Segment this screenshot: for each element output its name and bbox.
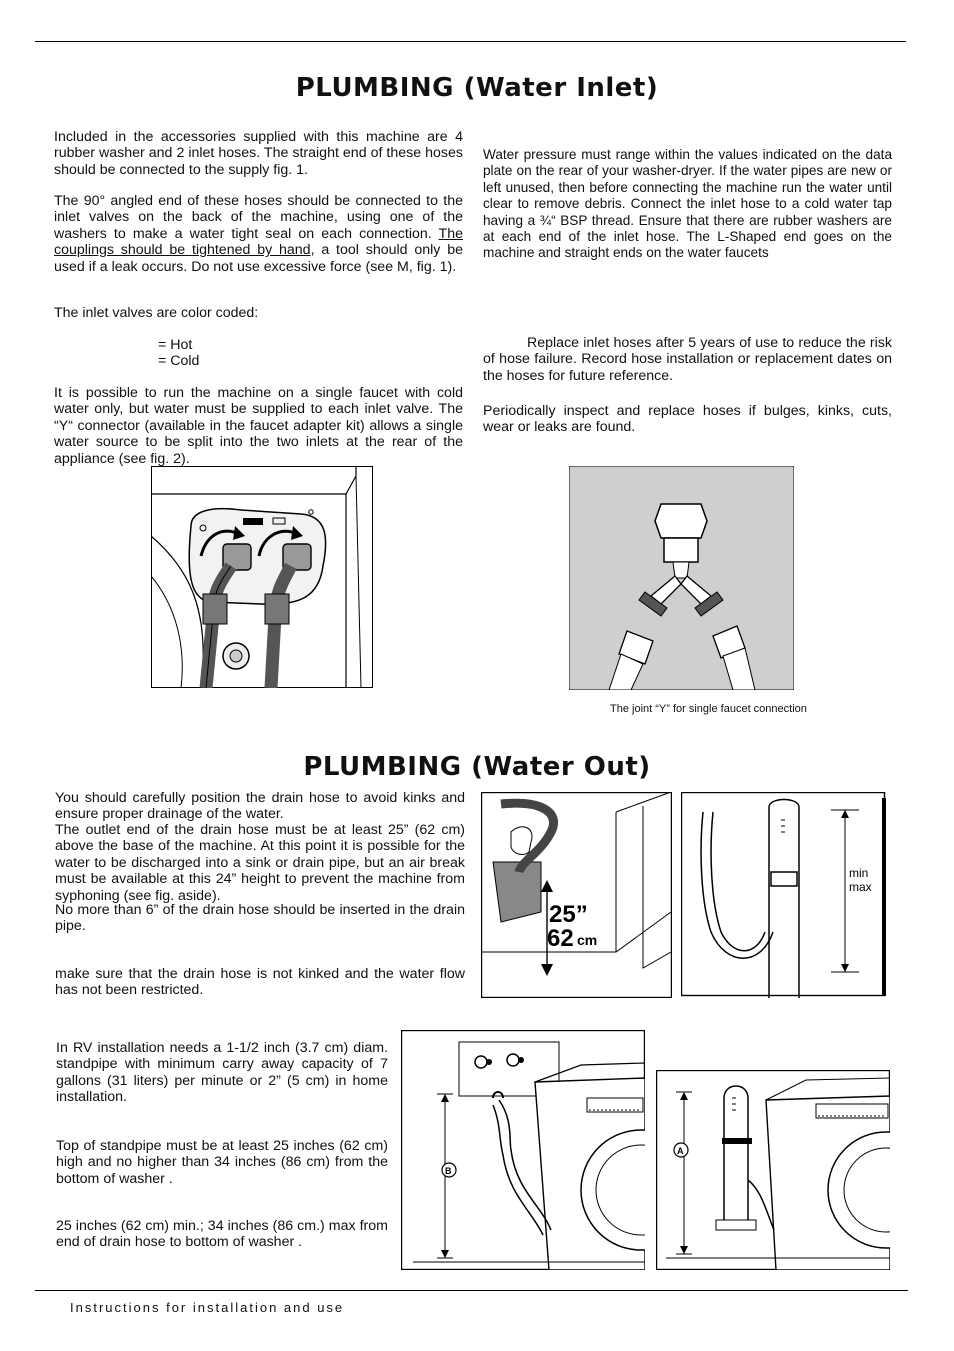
inlet-hoses-figure — [151, 466, 373, 688]
standpipe-a-figure — [656, 1070, 890, 1270]
outlet-paragraph-1: You should carefully position the drain hose to avoid kinks and ensure proper drainage of the water. — [55, 790, 465, 823]
drain-height-figure — [481, 792, 672, 998]
outlet-paragraph-2: The outlet end of the drain hose must be at least 25” (62 cm) above the base of the machine. At this point it is possible for the water to be discharged into a sink or drain pipe, but an air break must be available at this 24” height to prevent the machine from syphoning (see fig. aside). — [55, 822, 465, 904]
min-max-figure — [681, 792, 887, 998]
inlet-title: PLUMBING (Water Inlet) — [295, 73, 659, 103]
outlet-paragraph-7: 25 inches (62 cm) min.; 34 inches (86 cm.) max from end of drain hose to bottom of washer . — [56, 1218, 388, 1251]
inlet-left-p2-underlined: The couplings should be tightened by hand — [54, 225, 463, 259]
y-joint-figure — [569, 466, 794, 690]
outlet-paragraph-4: make sure that the drain hose is not kinked and the water flow has not been restricted. — [55, 966, 465, 999]
measure-a-label: A — [677, 1146, 684, 1156]
footer-text: Instructions for installation and use — [70, 1300, 345, 1315]
bottom-rule — [35, 1290, 908, 1291]
measure-b-label: B — [445, 1166, 452, 1176]
inlet-right-paragraph-2: Replace inlet hoses after 5 years of use to reduce the risk of hose failure. Record hose installation or replacement dates on the hoses for future reference. — [483, 335, 892, 384]
drain-height-62-label: 62 — [547, 925, 574, 952]
inlet-left-p2-a: The 90° angled end of these hoses should be connected to the inlet valves on the back of the machine, using one of the washers to make a water tight seal on each connection. — [54, 193, 463, 242]
outlet-paragraph-6: Top of standpipe must be at least 25 inches (62 cm) high and no higher than 34 inches (86 cm) from the bottom of washer . — [56, 1138, 388, 1187]
inlet-right-paragraph-3: Periodically inspect and replace hoses if bulges, kinks, cuts, wear or leaks are found. — [483, 403, 892, 436]
inlet-left-paragraph-3: The inlet valves are color coded: — [54, 305, 259, 321]
max-label: max — [849, 880, 872, 894]
min-label: min — [849, 866, 869, 880]
inlet-cold-label: = Cold — [158, 353, 200, 369]
standpipe-b-figure — [401, 1030, 645, 1270]
drain-height-cm-label: cm — [577, 932, 598, 948]
inlet-left-p2-b: , a tool should only be used if a leak occurs. Do not use excessive force (see M, fig. 1). — [54, 242, 464, 275]
outlet-paragraph-3: No more than 6” of the drain hose should be inserted in the drain pipe. — [55, 902, 465, 935]
inlet-hot-label: = Hot — [158, 337, 193, 353]
inlet-left-paragraph-4: It is possible to run the machine on a single faucet with cold water only, but water must be supplied to each inlet valve. The “Y“ connector (available in the faucet adapter kit) allows a single water source to be split into the two inlets at the rear of the appliance (see fig. 2). — [54, 385, 463, 467]
inlet-right-paragraph-1: Water pressure must range within the values indicated on the data plate on the rear of your washer-dryer. If the water pipes are new or left unused, then before connecting the machine run the water until clear to remove debris. Connect the inlet hose to a cold water tap having a ¾“ BSP thread. Ensure that there are rubber washers are at each end of the inlet hose. The L-Shaped end goes on the machine and straight ends on the water faucets — [483, 147, 892, 261]
inlet-left-paragraph-1: Included in the accessories supplied with this machine are 4 rubber washer and 2 inlet hoses. The straight end of these hoses should be connected to the supply fig. 1. — [54, 129, 463, 178]
top-rule — [35, 41, 906, 42]
outlet-title: PLUMBING (Water Out) — [303, 752, 651, 782]
inlet-left-paragraph-2 — [54, 193, 463, 275]
drain-height-25-label: 25” — [549, 901, 588, 928]
outlet-paragraph-5: In RV installation needs a 1-1/2 inch (3.7 cm) diam. standpipe with minimum carry away capacity of 7 gallons (31 liters) per minute or 2” (5 cm) in home installation. — [56, 1040, 388, 1106]
y-joint-caption: The joint “Y” for single faucet connection — [610, 703, 807, 715]
